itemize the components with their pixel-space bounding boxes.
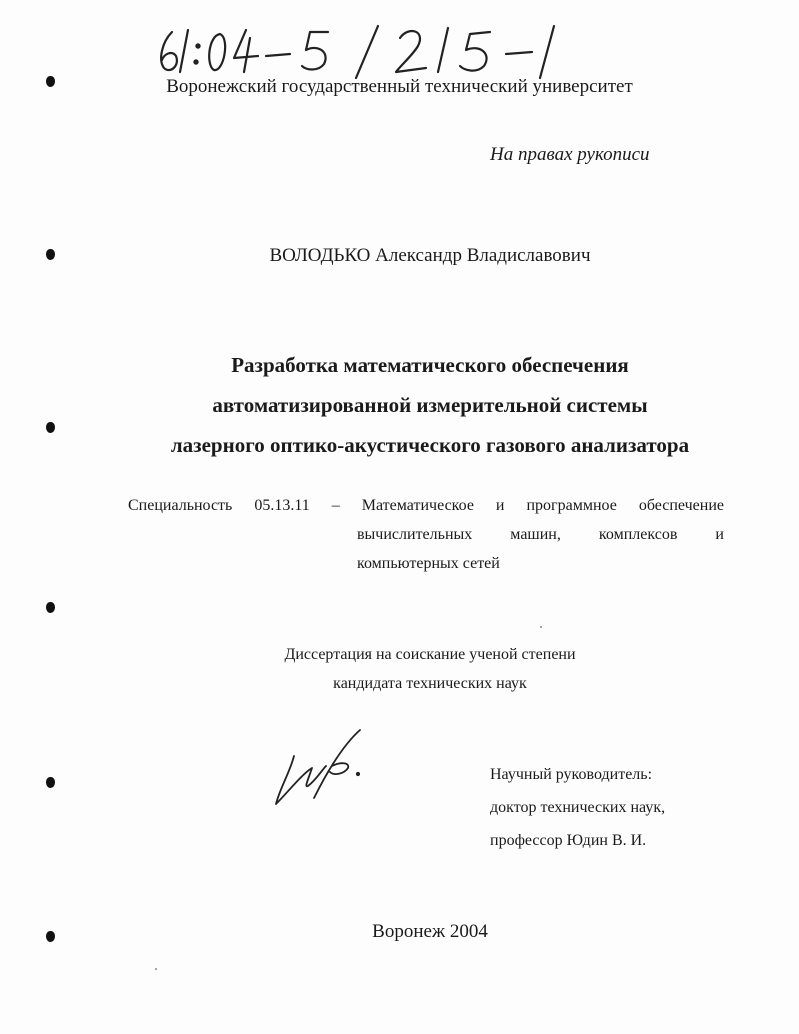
punch-hole-mark <box>46 76 55 87</box>
title-line: лазерного оптико-акустического газового анализатора <box>170 433 690 457</box>
degree-line: Диссертация на соискание ученой степени <box>284 646 576 663</box>
dissertation-title <box>0 345 799 465</box>
handwritten-signature <box>268 722 378 812</box>
signature-stroke <box>268 722 378 812</box>
title-line: автоматизированной измерительной системы <box>212 393 648 417</box>
specialty-word: вычислительных <box>357 526 473 543</box>
scan-speck <box>155 968 157 970</box>
archive-code-handwritten <box>150 22 600 82</box>
punch-hole-mark <box>46 931 55 942</box>
specialty-word: машин, <box>510 526 561 543</box>
title-line: Разработка математического обеспечения <box>231 353 629 377</box>
degree-line: кандидата технических наук <box>333 675 527 692</box>
specialty-word: программное <box>526 497 617 514</box>
punch-hole-mark <box>46 249 55 260</box>
specialty-block <box>128 491 724 578</box>
scientific-advisor <box>490 758 665 857</box>
advisor-line: Научный руководитель: <box>490 766 653 783</box>
advisor-line: профессор Юдин В. И. <box>490 832 647 849</box>
specialty-word: и <box>715 526 724 543</box>
specialty-line-2 <box>357 520 724 549</box>
specialty-word: Математическое <box>361 497 474 514</box>
specialty-code: 05.13.11 <box>254 497 310 514</box>
specialty-label: Специальность <box>128 497 233 514</box>
specialty-word: обеспечение <box>638 497 724 514</box>
author-name: ВОЛОДЬКО Александр Владиславович <box>269 245 591 266</box>
university-name: Воронежский государственный технический университет <box>166 76 633 97</box>
specialty-line-1 <box>128 491 724 520</box>
archive-code-handwriting <box>150 22 600 82</box>
degree-statement <box>0 640 799 698</box>
punch-hole-mark <box>46 422 55 433</box>
specialty-dash: – <box>331 497 340 514</box>
specialty-line-3: компьютерных сетей <box>357 555 500 572</box>
advisor-line: доктор технических наук, <box>490 799 666 816</box>
rights-note: На правах рукописи <box>490 144 650 165</box>
city-year: Воронеж 2004 <box>372 921 488 942</box>
punch-hole-mark <box>46 602 55 613</box>
punch-hole-mark <box>46 777 55 788</box>
scan-speck <box>540 626 542 628</box>
specialty-word: комплексов <box>598 526 678 543</box>
specialty-word: и <box>495 497 505 514</box>
